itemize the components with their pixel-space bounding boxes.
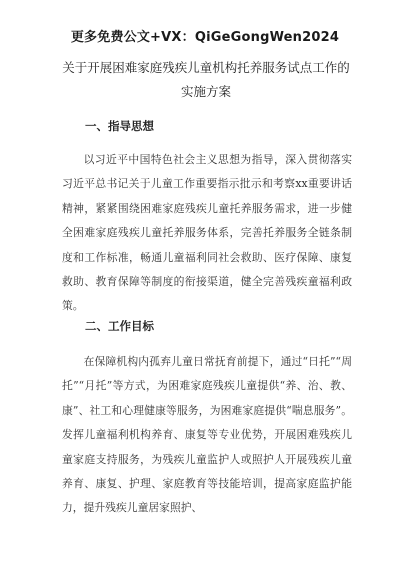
promo-header: 更多免费公文+VX：QiGeGongWen2024	[70, 30, 340, 45]
document-title: 关于开展困难家庭残疾儿童机构托养服务试点工作的实施方案	[62, 60, 350, 99]
section-heading-guiding-ideology: 一、指导思想	[85, 119, 154, 133]
section-paragraph-guiding-ideology: 以习近平中国特色社会主义思想为指导，深入贯彻落实习近平总书记关于儿童工作重要指示批示和考察xx重要讲话精神，紧紧围绕困难家庭残疾儿童托养服务需求，进一步健全困难家庭残疾儿童托养服务体系，完善托养服务全链条制度和工作标准，畅通儿童福利同社会救助、医疗保障、康复救助、教育保障等制度的衔接渠道，健全完善残疾童福利政策。	[62, 153, 352, 313]
section-heading-work-goals: 二、工作目标	[85, 319, 154, 333]
section-paragraph-work-goals: 在保障机构内孤弃儿童日常抚育前提下，通过“日托”“周托”“月托”等方式，为困难家庭残疾儿童提供“养、治、教、康”、社工和心理健康等服务，为困难家庭提供“喘息服务”。发挥儿童福利机构养育、康复等专业优势，开展困难残疾儿童家庭支持服务，为残疾儿童监护人或照护人开展残疾儿童养育、康复、护理、家庭教育等技能培训，提高家庭监护能力，提升残疾儿童居家照护、	[62, 355, 352, 515]
